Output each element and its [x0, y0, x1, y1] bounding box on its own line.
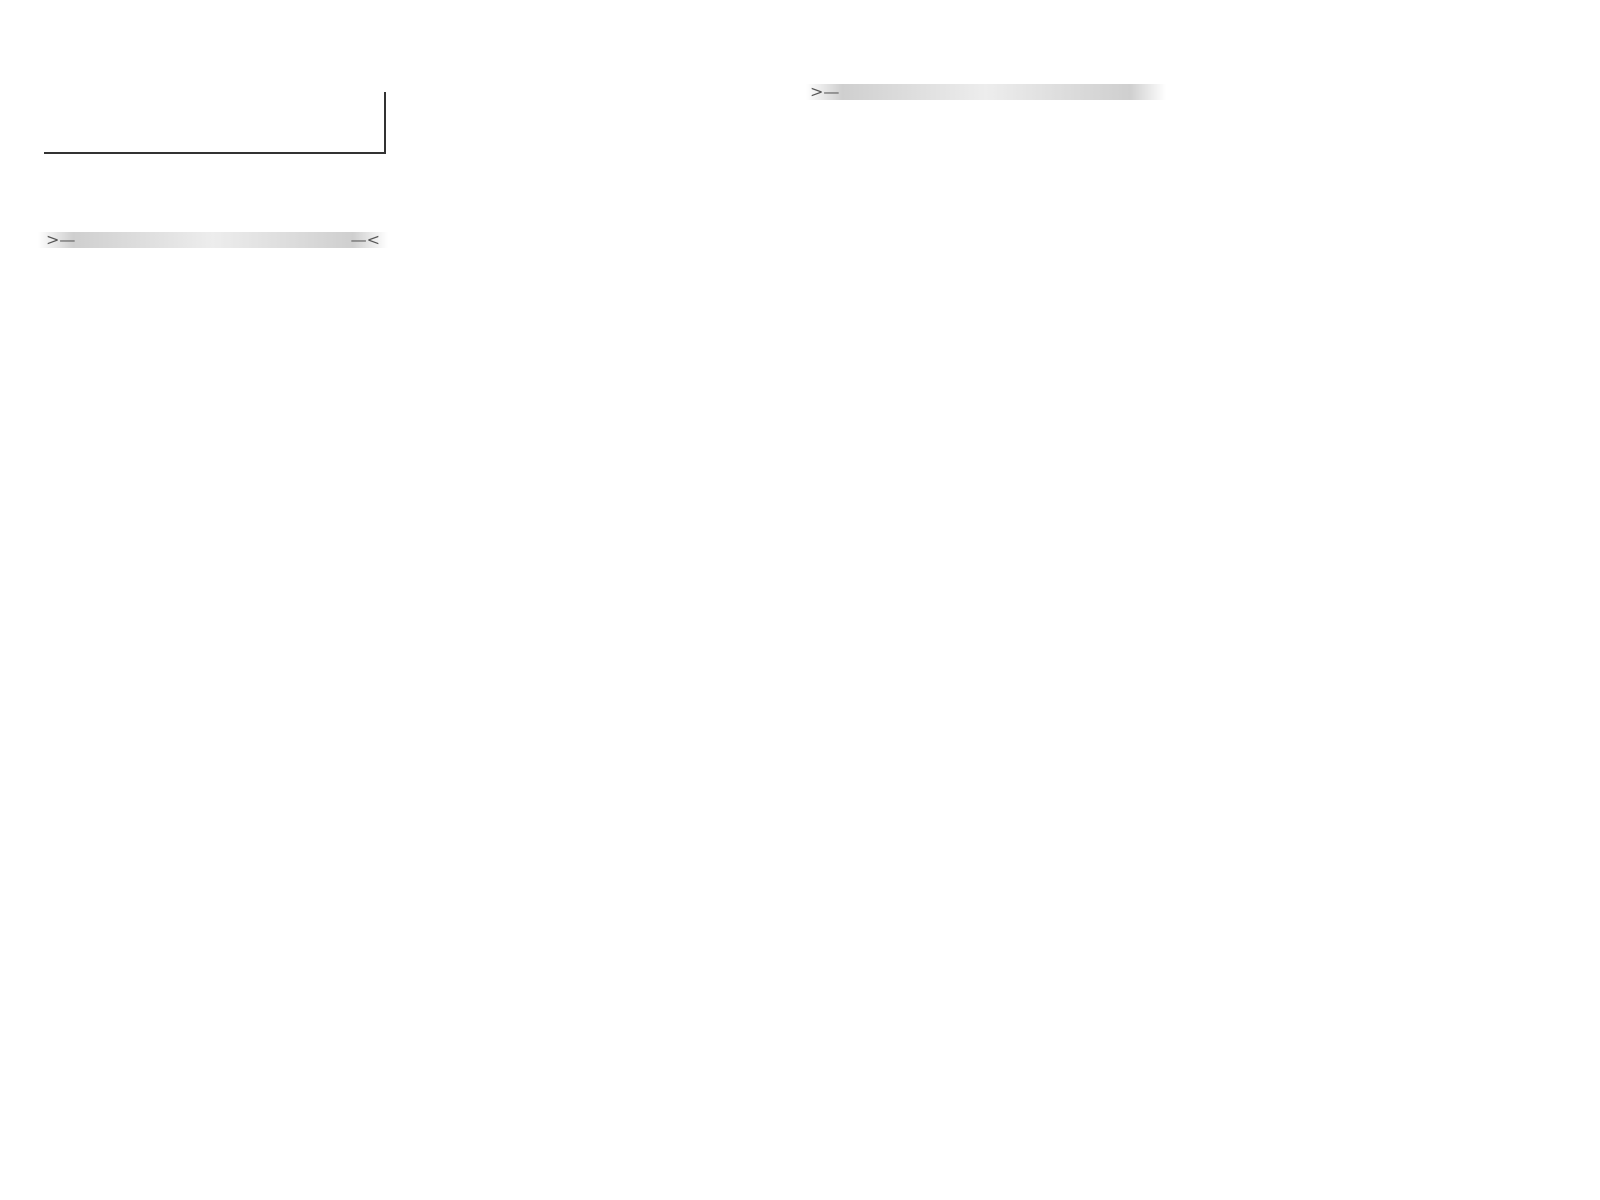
section-heading	[806, 168, 1166, 198]
unit-heading	[806, 138, 1166, 168]
section-heading	[418, 70, 780, 100]
column-2-body	[418, 70, 780, 100]
column-3-body	[806, 76, 1166, 198]
unit-heading	[38, 256, 388, 286]
title-box	[44, 92, 386, 154]
section-band-answers	[806, 80, 1166, 104]
unit-heading	[38, 286, 388, 316]
section-heading	[1188, 127, 1550, 157]
band-bar	[38, 232, 388, 248]
chevron-left-icon: —<	[350, 230, 380, 249]
watermark-logo	[1410, 1100, 1580, 1196]
unit-heading	[806, 108, 1166, 138]
section-band-listening	[38, 228, 388, 252]
column-3	[806, 0, 1166, 1200]
column-4-body	[1188, 72, 1550, 157]
essay-title	[1188, 102, 1550, 127]
chevron-right-icon: >—	[810, 82, 840, 101]
section-heading	[1188, 72, 1550, 102]
column-1	[38, 0, 388, 1200]
module-heading	[38, 184, 388, 224]
column-2	[418, 0, 780, 1200]
column-4	[1188, 0, 1550, 1200]
chevron-right-icon: >—	[46, 230, 76, 249]
band-bar	[806, 84, 1166, 100]
column-1-body	[38, 184, 388, 316]
